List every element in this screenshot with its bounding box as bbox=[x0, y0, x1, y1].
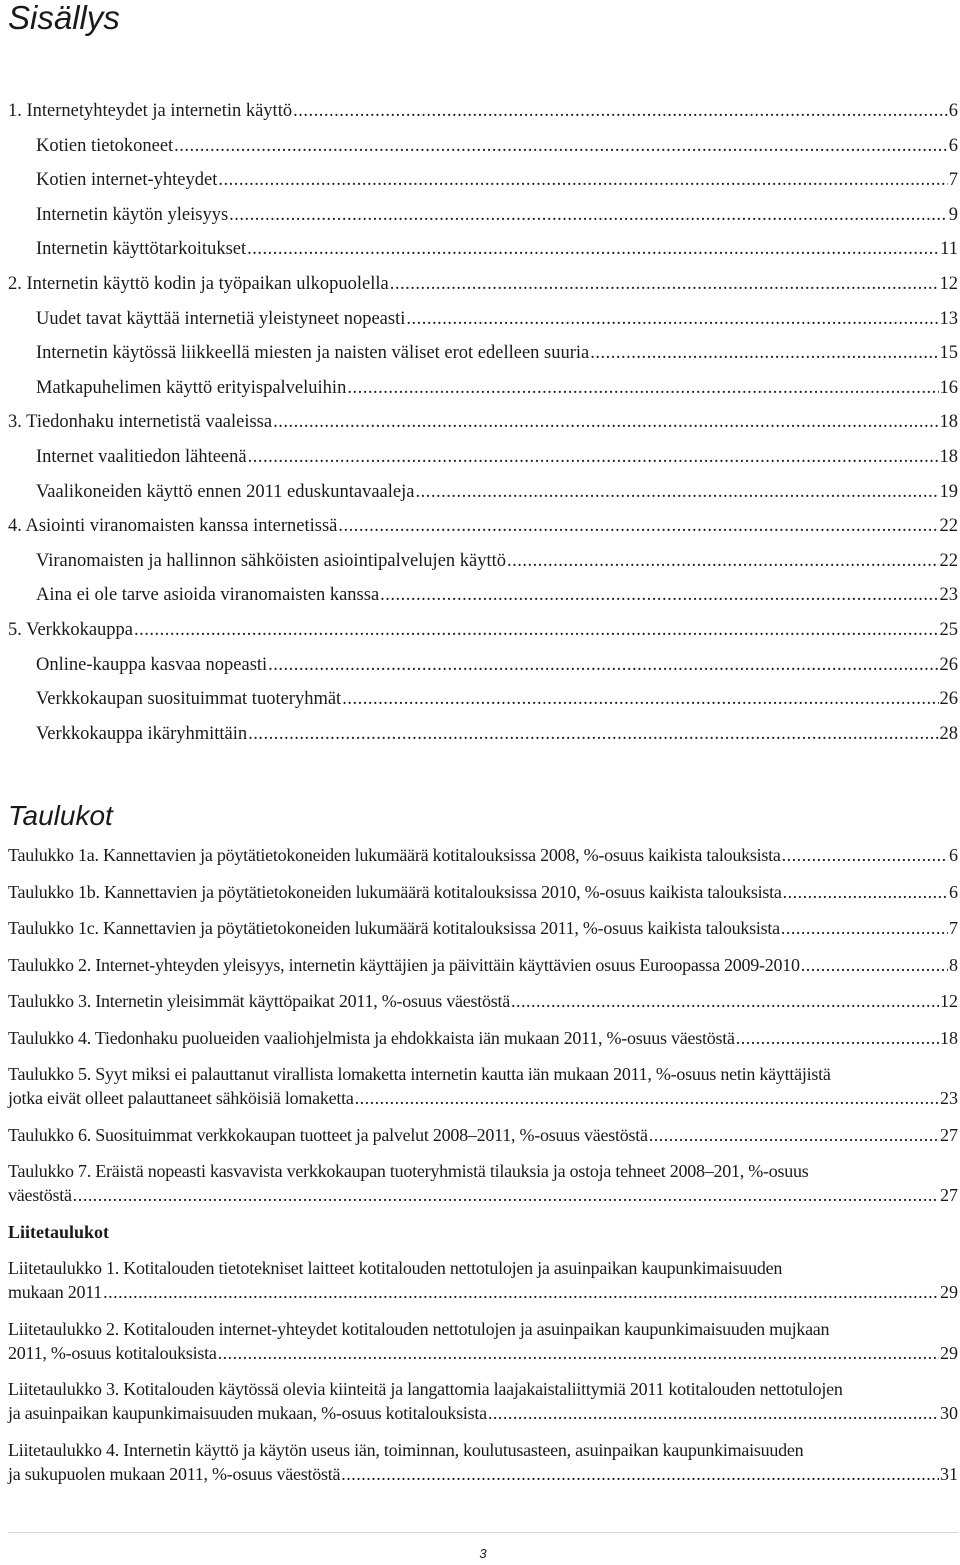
table-entry-text: Taulukko 1a. Kannettavien ja pöytätietokoneiden lukumäärä kotitalouksissa 2008, %-osuus kaikista talouksista bbox=[8, 845, 781, 865]
table-entry[interactable] bbox=[8, 843, 958, 867]
table-entry-text: Taulukko 1c. Kannettavien ja pöytätietokoneiden lukumäärä kotitalouksissa 2011, %-osuus kaikista talouksista bbox=[8, 918, 780, 938]
table-entry-text: Taulukko 6. Suosituimmat verkkokaupan tuotteet ja palvelut 2008–2011, %-osuus väestöstä bbox=[8, 1124, 648, 1145]
table-entry[interactable] bbox=[8, 989, 958, 1013]
toc-entry[interactable] bbox=[8, 509, 958, 544]
appendix-entry[interactable] bbox=[8, 1317, 958, 1365]
appendix-entry-page: 29 bbox=[940, 1342, 958, 1363]
toc-entry-page: 6 bbox=[948, 101, 958, 121]
appendix-entry-text-continued: ja asuinpaikan kaupunkimaisuuden mukaan, %-osuus kotitalouksista bbox=[8, 1403, 487, 1423]
toc-entry[interactable] bbox=[8, 371, 958, 406]
table-entry-page: 18 bbox=[940, 1027, 958, 1048]
toc-entry-text: Internetin käytössä liikkeellä miesten ja naisten väliset erot edelleen suuria bbox=[36, 343, 590, 364]
appendix-entry-text-continued: mukaan 2011 bbox=[8, 1282, 103, 1302]
appendix-entry-text: Liitetaulukko 2. Kotitalouden internet-yhteydet kotitalouden nettotulojen ja asuinpaikan kaupunkimaisuuden mujkaan bbox=[8, 1318, 830, 1339]
toc-entry[interactable] bbox=[8, 336, 958, 371]
toc-entry-text: Internetin käytön yleisyys bbox=[36, 204, 229, 225]
toc-entry-text: Kotien tietokoneet bbox=[36, 135, 174, 156]
toc-entry-text: 1. Internetyhteydet ja internetin käyttö bbox=[8, 101, 293, 121]
toc-entry-text: 4. Asiointi viranomaisten kanssa internetissä bbox=[8, 516, 338, 537]
toc-entry[interactable] bbox=[8, 578, 958, 613]
table-entry-page: 27 bbox=[940, 1124, 958, 1145]
toc-entry-page: 22 bbox=[939, 550, 958, 571]
toc-entry[interactable] bbox=[8, 302, 958, 337]
appendix-entry-text-continued: ja sukupuolen mukaan 2011, %-osuus väestöstä bbox=[8, 1463, 341, 1484]
page-title: Sisällys bbox=[8, 0, 120, 36]
toc-entry-page: 13 bbox=[939, 308, 958, 329]
dot-leader bbox=[342, 682, 938, 717]
appendix-entry-text: Liitetaulukko 1. Kotitalouden tietotekniset laitteet kotitalouden nettotulojen ja asuinpaikan kaupunkimaisuuden bbox=[8, 1258, 783, 1278]
toc-entry-page: 26 bbox=[939, 689, 958, 710]
dot-leader bbox=[134, 613, 938, 648]
toc-entry[interactable] bbox=[8, 129, 958, 164]
toc-entry-text: 2. Internetin käyttö kodin ja työpaikan ulkopuolella bbox=[8, 273, 389, 294]
toc-entry-page: 19 bbox=[939, 481, 958, 502]
dot-leader bbox=[174, 129, 948, 164]
dot-leader bbox=[338, 509, 938, 544]
toc-entry-text: Uudet tavat käyttää internetiä yleistyneet nopeasti bbox=[36, 308, 406, 329]
dot-leader bbox=[347, 371, 938, 406]
table-entry-text: Taulukko 1b. Kannettavien ja pöytätietokoneiden lukumäärä kotitalouksissa 2010, %-osuus kaikista talouksista bbox=[8, 881, 782, 902]
toc-entry-text: 5. Verkkokauppa bbox=[8, 619, 134, 640]
table-entry[interactable] bbox=[8, 880, 958, 904]
toc-entry-text: Matkapuhelimen käyttö erityispalveluihin bbox=[36, 377, 347, 398]
toc-entry[interactable] bbox=[8, 405, 958, 440]
table-entry[interactable] bbox=[8, 1026, 958, 1050]
dot-leader bbox=[293, 94, 948, 129]
dot-leader bbox=[380, 578, 938, 613]
page-number: 3 bbox=[479, 1546, 487, 1561]
toc-entry-page: 18 bbox=[939, 446, 958, 467]
dot-leader bbox=[406, 302, 938, 337]
table-entry-text: Taulukko 5. Syyt miksi ei palauttanut virallista lomaketta internetin kautta iän mukaan 2011, %-osuus netin käyttäjistä bbox=[8, 1064, 831, 1084]
appendix-entry-text: Liitetaulukko 3. Kotitalouden käytössä olevia kiinteitä ja langattomia laajakaistaliittymiä 2011 kotitalouden nettotulojen bbox=[8, 1379, 843, 1399]
toc-entry-page: 12 bbox=[939, 273, 958, 294]
table-entry[interactable] bbox=[8, 916, 958, 940]
dot-leader bbox=[736, 1026, 939, 1050]
dot-leader bbox=[415, 475, 938, 510]
appendix-heading: Liitetaulukot bbox=[8, 1221, 110, 1242]
dot-leader bbox=[218, 163, 947, 198]
toc-entry-page: 25 bbox=[939, 619, 958, 640]
toc-entry-page: 18 bbox=[939, 412, 958, 433]
table-entry-text: Taulukko 7. Eräistä nopeasti kasvavista verkkokaupan tuoteryhmistä tilauksia ja ostoja tehneet 2008–201, %-osuus bbox=[8, 1161, 809, 1181]
dot-leader bbox=[511, 989, 939, 1013]
toc-entry-text: Verkkokauppa ikäryhmittäin bbox=[36, 723, 248, 744]
toc-entry-page: 6 bbox=[948, 135, 958, 156]
toc-entry-text: 3. Tiedonhaku internetistä vaaleissa bbox=[8, 412, 273, 433]
toc-entry-text: Internet vaalitiedon lähteenä bbox=[36, 446, 247, 467]
table-entry-page: 8 bbox=[949, 954, 958, 975]
table-entry-page: 23 bbox=[940, 1088, 958, 1108]
appendix-entry-text-continued: 2011, %-osuus kotitalouksista bbox=[8, 1342, 217, 1363]
toc-entry-page: 16 bbox=[939, 377, 958, 398]
toc-entry-text: Verkkokaupan suosituimmat tuoteryhmät bbox=[36, 689, 342, 710]
appendix-entry-page: 29 bbox=[940, 1282, 958, 1302]
table-entry-text-continued: jotka eivät olleet palauttaneet sähköisiä lomaketta bbox=[8, 1088, 354, 1108]
toc-entry[interactable] bbox=[8, 682, 958, 717]
appendix-entry-page: 31 bbox=[940, 1463, 958, 1484]
dot-leader bbox=[783, 880, 948, 904]
toc-entry-page: 22 bbox=[939, 516, 958, 537]
toc-entry[interactable] bbox=[8, 613, 958, 648]
toc-entry-page: 15 bbox=[939, 343, 958, 364]
toc-entry-page: 11 bbox=[940, 239, 958, 260]
tables-list bbox=[8, 843, 958, 1498]
table-entry[interactable] bbox=[8, 1123, 958, 1147]
toc-entry-page: 28 bbox=[939, 723, 958, 744]
table-entry-page: 6 bbox=[949, 881, 958, 902]
toc-entry-text: Aina ei ole tarve asioida viranomaisten kanssa bbox=[36, 585, 380, 606]
dot-leader bbox=[268, 648, 938, 683]
dot-leader bbox=[801, 953, 948, 977]
toc-entry[interactable] bbox=[8, 94, 958, 129]
table-entry[interactable] bbox=[8, 1062, 958, 1110]
dot-leader bbox=[781, 916, 948, 940]
toc-entry-page: 26 bbox=[939, 654, 958, 675]
dot-leader bbox=[507, 544, 938, 579]
appendix-entry[interactable] bbox=[8, 1438, 958, 1486]
toc-entry[interactable] bbox=[8, 198, 958, 233]
dot-leader bbox=[273, 405, 938, 440]
tables-heading: Taulukot bbox=[8, 800, 113, 831]
dot-leader bbox=[229, 198, 948, 233]
toc-entry[interactable] bbox=[8, 232, 958, 267]
appendix-entry-text: Liitetaulukko 4. Internetin käyttö ja käytön useus iän, toiminnan, koulutusasteen, asuinpaikan kaupunkimaisuuden bbox=[8, 1439, 804, 1460]
table-of-contents bbox=[8, 94, 958, 751]
toc-entry-text: Internetin käyttötarkoitukset bbox=[36, 239, 247, 260]
table-entry-text-continued: väestöstä bbox=[8, 1185, 72, 1205]
toc-entry-page: 7 bbox=[948, 170, 958, 191]
table-entry-text: Taulukko 4. Tiedonhaku puolueiden vaaliohjelmista ja ehdokkaista iän mukaan 2011, %-osuus väestöstä bbox=[8, 1027, 735, 1048]
dot-leader bbox=[103, 1280, 939, 1304]
toc-entry[interactable] bbox=[8, 544, 958, 579]
dot-leader bbox=[355, 1086, 939, 1110]
dot-leader bbox=[488, 1401, 939, 1425]
toc-entry-text: Vaalikoneiden käyttö ennen 2011 eduskuntavaaleja bbox=[36, 481, 415, 502]
dot-leader bbox=[649, 1123, 939, 1147]
table-entry-text: Taulukko 2. Internet-yhteyden yleisyys, internetin käyttäjien ja päivittäin käyttävien osuus Euroopassa 2009-2010 bbox=[8, 954, 800, 975]
toc-entry-text: Viranomaisten ja hallinnon sähköisten asiointipalvelujen käyttö bbox=[36, 550, 507, 571]
dot-leader bbox=[73, 1183, 939, 1207]
toc-entry-text: Kotien internet-yhteydet bbox=[36, 170, 218, 191]
table-entry-page: 7 bbox=[949, 918, 958, 938]
dot-leader bbox=[218, 1341, 939, 1365]
appendix-entry[interactable] bbox=[8, 1256, 958, 1304]
toc-entry-text: Online-kauppa kasvaa nopeasti bbox=[36, 654, 268, 675]
appendix-entry-page: 30 bbox=[940, 1403, 958, 1423]
appendix-entry[interactable] bbox=[8, 1377, 958, 1425]
dot-leader bbox=[248, 717, 938, 752]
table-entry[interactable] bbox=[8, 1159, 958, 1207]
toc-entry[interactable] bbox=[8, 475, 958, 510]
toc-entry-page: 9 bbox=[948, 204, 958, 225]
dot-leader bbox=[247, 232, 939, 267]
toc-entry-page: 23 bbox=[939, 585, 958, 606]
footer-divider bbox=[8, 1532, 958, 1533]
dot-leader bbox=[782, 843, 948, 867]
table-entry-page: 27 bbox=[940, 1185, 958, 1205]
dot-leader bbox=[248, 440, 939, 475]
toc-entry[interactable] bbox=[8, 440, 958, 475]
dot-leader bbox=[341, 1462, 939, 1486]
dot-leader bbox=[590, 336, 938, 371]
toc-entry[interactable] bbox=[8, 163, 958, 198]
table-entry-page: 6 bbox=[949, 845, 958, 865]
table-entry-page: 12 bbox=[940, 991, 958, 1011]
toc-entry[interactable] bbox=[8, 267, 958, 302]
toc-entry[interactable] bbox=[8, 717, 958, 752]
dot-leader bbox=[390, 267, 939, 302]
table-entry-text: Taulukko 3. Internetin yleisimmät käyttöpaikat 2011, %-osuus väestöstä bbox=[8, 991, 510, 1011]
toc-entry[interactable] bbox=[8, 648, 958, 683]
table-entry[interactable] bbox=[8, 953, 958, 977]
